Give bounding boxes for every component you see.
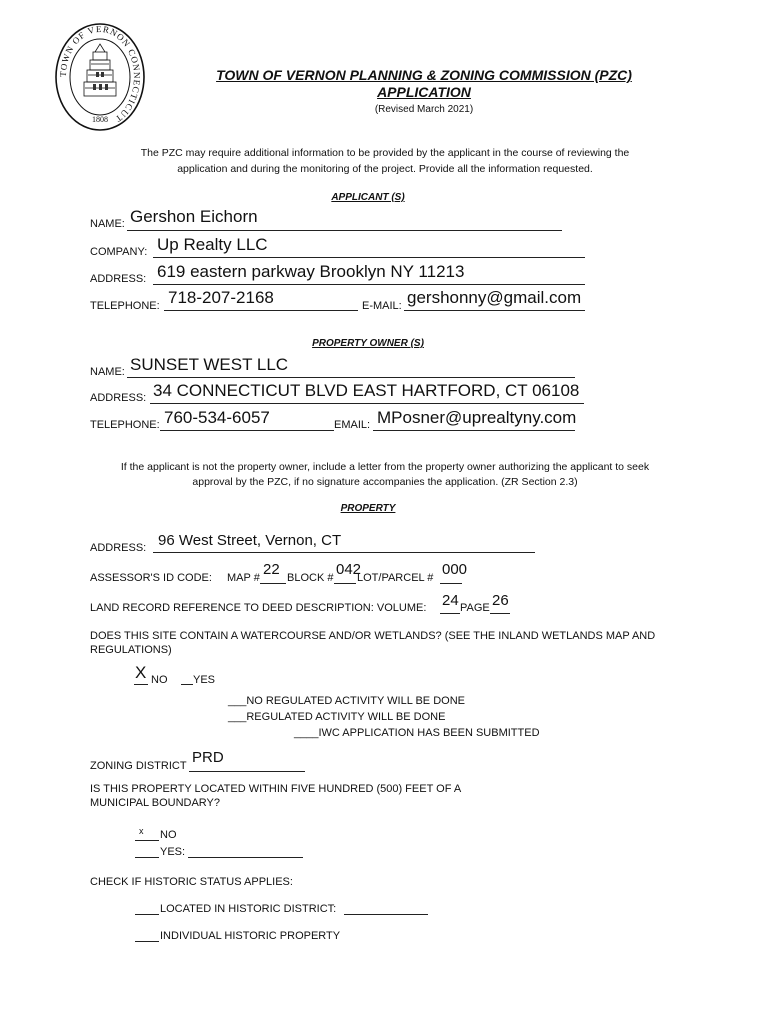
owner-email-field[interactable]: MPosner@uprealtyny.com [377, 408, 577, 427]
map-line [260, 583, 286, 584]
zoning-district-label: ZONING DISTRICT [90, 760, 187, 772]
applicant-name-field[interactable]: Gershon Eichorn [130, 207, 258, 226]
applicant-email-label: E-MAIL: [362, 300, 402, 312]
revised-date: (Revised March 2021) [374, 104, 474, 115]
town-seal-logo [55, 22, 145, 132]
owner-name-label: NAME: [90, 366, 125, 378]
watercourse-yes-label: YES [193, 674, 216, 686]
watercourse-no-label: NO [151, 674, 168, 686]
watercourse-no-checkmark[interactable]: X [135, 663, 147, 682]
boundary-yes-field-line[interactable] [188, 857, 303, 858]
intro-line-2: application and during the monitoring of the project. Provide all the information requested. [177, 163, 593, 175]
boundary-no-line [135, 840, 159, 841]
option-regulated-activity[interactable]: ___REGULATED ACTIVITY WILL BE DONE [228, 711, 446, 723]
applicant-email-line [404, 310, 585, 311]
owner-address-field[interactable]: 34 CONNECTICUT BLVD EAST HARTFORD, CT 06108 [153, 381, 580, 400]
watercourse-yes-line[interactable] [181, 684, 193, 685]
owner-telephone-field[interactable]: 760-534-6057 [164, 408, 270, 427]
applicant-name-line [127, 230, 562, 231]
block-field[interactable]: 042 [336, 561, 362, 578]
owner-telephone-line [160, 430, 334, 431]
property-address-field[interactable]: 96 West Street, Vernon, CT [158, 532, 342, 549]
historic-individual-label: INDIVIDUAL HISTORIC PROPERTY [160, 930, 341, 942]
owner-name-line [127, 377, 575, 378]
applicant-heading: APPLICANT (S) [331, 192, 405, 203]
applicant-telephone-field[interactable]: 718-207-2168 [168, 288, 274, 307]
property-address-label: ADDRESS: [90, 542, 147, 554]
boundary-question-1: IS THIS PROPERTY LOCATED WITHIN FIVE HUNDRED (500) FEET OF A [90, 783, 462, 795]
historic-district-label: LOCATED IN HISTORIC DISTRICT: [160, 903, 337, 915]
block-line [334, 583, 356, 584]
applicant-company-field[interactable]: Up Realty LLC [157, 235, 268, 254]
form-title-application: APPLICATION [377, 84, 471, 100]
page-field[interactable]: 26 [492, 592, 509, 609]
page-label: PAGE [460, 602, 490, 614]
historic-district-field-line[interactable] [344, 914, 428, 915]
owner-email-label: EMAIL: [334, 419, 371, 431]
zoning-district-line [189, 771, 305, 772]
applicant-address-field[interactable]: 619 eastern parkway Brooklyn NY 11213 [157, 262, 465, 281]
page-line [490, 613, 510, 614]
volume-field[interactable]: 24 [442, 592, 459, 609]
lot-parcel-line [440, 583, 462, 584]
applicant-email-field[interactable]: gershonny@gmail.com [407, 288, 582, 307]
owner-address-label: ADDRESS: [90, 392, 147, 404]
assessor-id-label: ASSESSOR'S ID CODE: [90, 572, 212, 584]
applicant-company-label: COMPANY: [90, 246, 148, 258]
owner-authorization-note-1: If the applicant is not the property owner, include a letter from the property owner authorizing the applicant to seek [120, 461, 650, 473]
applicant-address-label: ADDRESS: [90, 273, 147, 285]
applicant-company-line [153, 257, 585, 258]
historic-district-check-line[interactable] [135, 914, 159, 915]
owner-address-line [150, 403, 584, 404]
block-label: BLOCK # [287, 572, 334, 584]
map-field[interactable]: 22 [263, 561, 280, 578]
owner-authorization-note-2: approval by the PZC, if no signature accompanies the application. (ZR Section 2.3) [192, 476, 578, 488]
owner-heading: PROPERTY OWNER (S) [312, 338, 424, 349]
option-iwc-application[interactable]: ____IWC APPLICATION HAS BEEN SUBMITTED [294, 727, 540, 739]
historic-individual-check-line[interactable] [135, 941, 159, 942]
boundary-no-checkmark[interactable]: x [139, 826, 144, 836]
boundary-question-2: MUNICIPAL BOUNDARY? [90, 797, 220, 809]
boundary-yes-line[interactable] [135, 857, 159, 858]
watercourse-question-1: DOES THIS SITE CONTAIN A WATERCOURSE AND/OR WETLANDS? (SEE THE INLAND WETLANDS MAP AND [90, 630, 656, 642]
seal-ring-text: TOWN OF VERNON CONNECTICUT [57, 23, 143, 125]
property-heading: PROPERTY [340, 503, 396, 514]
owner-telephone-label: TELEPHONE: [90, 419, 160, 431]
intro-line-1: The PZC may require additional information to be provided by the applicant in the course of reviewing the [140, 147, 630, 159]
boundary-yes-label: YES: [160, 846, 186, 858]
zoning-district-field[interactable]: PRD [192, 749, 224, 766]
lot-parcel-field[interactable]: 000 [442, 561, 468, 578]
owner-name-field[interactable]: SUNSET WEST LLC [130, 355, 289, 374]
boundary-no-label: NO [160, 829, 177, 841]
applicant-telephone-line [164, 310, 358, 311]
property-address-line [153, 552, 535, 553]
form-title: TOWN OF VERNON PLANNING & ZONING COMMISSION (PZC) [216, 67, 632, 83]
volume-line [440, 613, 460, 614]
land-record-label: LAND RECORD REFERENCE TO DEED DESCRIPTION: VOLUME: [90, 602, 427, 614]
owner-email-line [373, 430, 575, 431]
watercourse-question-2: REGULATIONS) [90, 644, 172, 656]
historic-status-question: CHECK IF HISTORIC STATUS APPLIES: [90, 876, 293, 888]
option-no-regulated-activity[interactable]: ___NO REGULATED ACTIVITY WILL BE DONE [228, 695, 465, 707]
watercourse-no-line [134, 684, 148, 685]
applicant-address-line [153, 284, 585, 285]
map-label: MAP # [227, 572, 260, 584]
applicant-telephone-label: TELEPHONE: [90, 300, 160, 312]
seal-year: 1808 [92, 115, 108, 124]
lot-parcel-label: LOT/PARCEL # [357, 572, 434, 584]
applicant-name-label: NAME: [90, 218, 125, 230]
